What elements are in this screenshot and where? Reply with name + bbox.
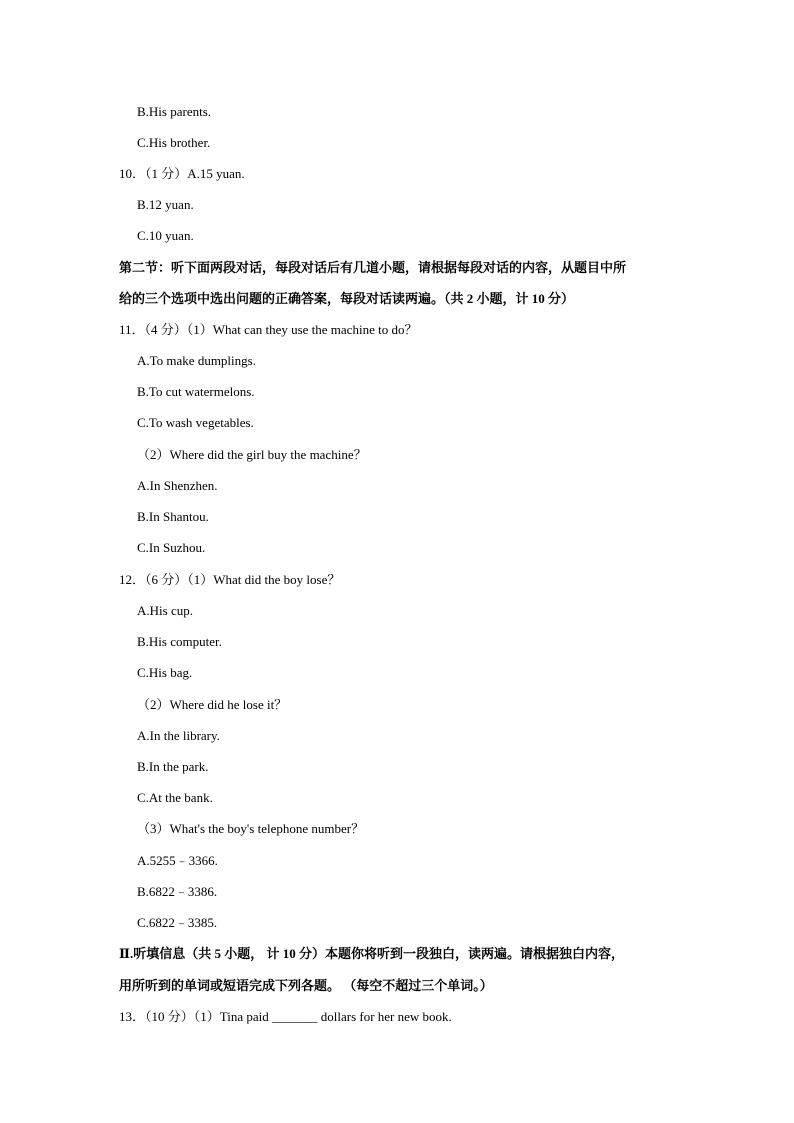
option-line: B.In the park. <box>137 759 209 774</box>
option-line: C.At the bank. <box>137 790 213 805</box>
option-line: A.In the library. <box>137 728 220 743</box>
section-heading: 第二节：听下面两段对话，每段对话后有几道小题，请根据每段对话的内容，从题目中所 <box>119 260 627 275</box>
option-line: A.To make dumplings. <box>137 353 256 368</box>
option-line: B.12 yuan. <box>137 197 194 212</box>
question-line: 13．（10 分）（1）Tina paid _______ dollars for her new book. <box>119 1009 452 1024</box>
option-line: A.5255﹣3366. <box>137 853 218 868</box>
option-line: B.His computer. <box>137 634 222 649</box>
section-heading: 给的三个选项中选出问题的正确答案，每段对话读两遍。（共 2 小题，计 10 分） <box>119 291 575 306</box>
sub-question-line: （2）Where did he lose it？ <box>137 697 288 712</box>
question-line: 12．（6 分）（1）What did the boy lose？ <box>119 572 341 587</box>
option-line: B.His parents. <box>137 104 212 119</box>
sub-question-line: （2）Where did the girl buy the machine？ <box>137 447 367 462</box>
question-line: 10．（1 分）A.15 yuan. <box>119 166 245 181</box>
option-line: C.His bag. <box>137 665 193 680</box>
section-heading: Ⅱ.听填信息（共 5 小题， 计 10 分）本题你将听到一段独白，读两遍。请根据独白内容， <box>119 946 624 961</box>
sub-question-line: （3）What's the boy's telephone number？ <box>137 821 365 836</box>
question-line: 11．（4 分）（1）What can they use the machine to do？ <box>119 322 418 337</box>
option-line: B.To cut watermelons. <box>137 384 255 399</box>
option-line: A.His cup. <box>137 603 193 618</box>
option-line: C.In Suzhou. <box>137 540 206 555</box>
option-line: B.6822﹣3386. <box>137 884 218 899</box>
option-line: C.6822﹣3385. <box>137 915 218 930</box>
option-line: A.In Shenzhen. <box>137 478 218 493</box>
option-line: B.In Shantou. <box>137 509 209 524</box>
section-heading: 用所听到的单词或短语完成下列各题。 （每空不超过三个单词。） <box>119 978 493 993</box>
option-line: C.His brother. <box>137 135 211 150</box>
option-line: C.10 yuan. <box>137 228 194 243</box>
option-line: C.To wash vegetables. <box>137 415 254 430</box>
